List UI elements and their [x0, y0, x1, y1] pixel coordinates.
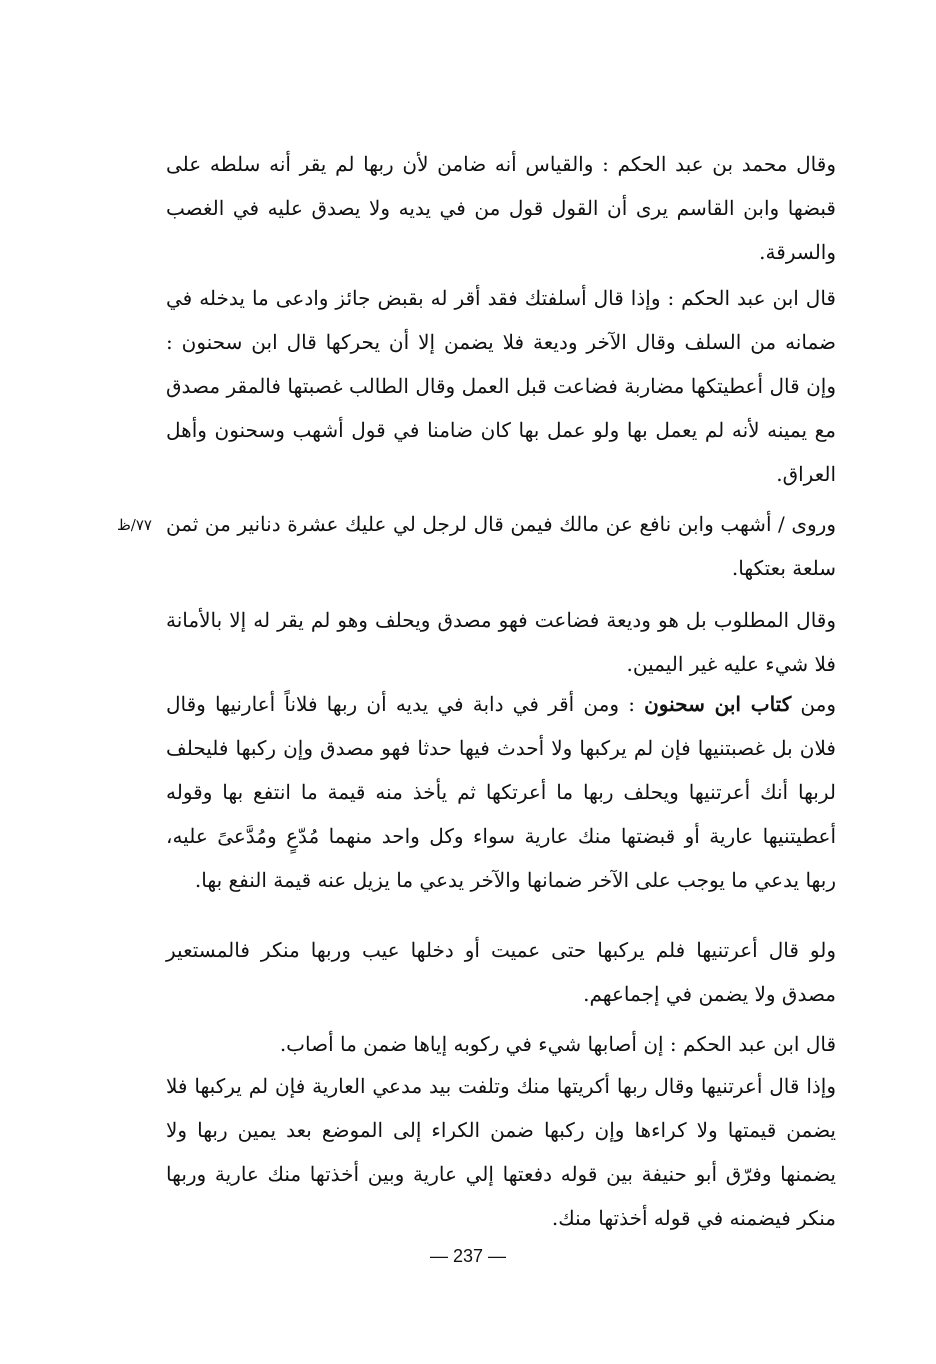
page-number: — 237 —	[429, 1246, 507, 1266]
paragraph-text: قال ابن عبد الحكم : وإذا قال أسلفتك فقد أقر له بقبض جائز وادعى ما يدخله في ضمانه من السلف وقال الآخر وديعة فلا يضمن إلا أن يحركها قال ابن سحنون : وإن قال أعطيتكها مضاربة فضاعت قبل العمل وقال الطالب غصبتها فالمقر مصدق مع يمينه لأنه لم يعمل بها ولو عمل بها كان ضامنا في قول أشهب وسحنون وأهل العراق.	[166, 286, 836, 486]
paragraph-1	[166, 142, 836, 274]
paragraph-text: وقال المطلوب بل هو وديعة فضاعت فهو مصدق ويحلف وهو لم يقر له إلا بالأمانة فلا شيء عليه غير اليمين.	[166, 608, 836, 676]
paragraph-4	[166, 598, 836, 686]
margin-folio-note: ٧٧/ظ	[116, 516, 152, 534]
paragraph-rest: : ومن أقر في دابة في يديه أن ربها فلاناً أعارنيها وقال فلان بل غصبتنيها فإن لم يركبها ولا أحدث فيها حدثا فهو مصدق وإن ركبها فليحلف لربها أنك أعرتنيها ويحلف ربها ما أعرتكها ثم يأخذ منه قيمة ما انتفع بها وقوله أعطيتنيها عارية أو قبضتها منك عارية سواء وكل واحد منهما مُدّعٍ ومُدَّعىً عليه، ربها يدعي ما يوجب على الآخر ضمانها والآخر يدعي ما يزيل عنه قيمة النفع بها.	[166, 692, 836, 892]
paragraph-8	[166, 1064, 836, 1240]
paragraph-text: ولو قال أعرتنيها فلم يركبها حتى عميت أو دخلها عيب وربها منكر فالمستعير مصدق ولا يضمن في إجماعهم.	[166, 938, 836, 1006]
paragraph-lead: ومن	[791, 692, 837, 716]
paragraph-6	[166, 928, 836, 1016]
paragraph-5	[166, 682, 836, 902]
paragraph-7	[166, 1022, 836, 1066]
book-title: كتاب ابن سحنون	[644, 692, 792, 716]
paragraph-text: وقال محمد بن عبد الحكم : والقياس أنه ضامن لأن ربها لم يقر أنه سلطه على قبضها وابن القاسم يرى أن القول قول من في يديه ولا يصدق عليه في الغصب والسرقة.	[166, 152, 836, 264]
paragraph-text: وإذا قال أعرتنيها وقال ربها أكريتها منك وتلفت بيد مدعي العارية فإن لم يركبها فلا يضمن قيمتها ولا كراءها وإن ركبها ضمن الكراء إلى الموضع بعد يمين ربها ولا يضمنها وفرّق أبو حنيفة بين قوله دفعتها إلي عارية وبين أخذتها منك عارية وربها منكر فيضمنه في قوله أخذتها منك.	[166, 1074, 836, 1230]
paragraph-text	[166, 682, 836, 902]
paragraph-3	[166, 502, 836, 590]
paragraph-text: قال ابن عبد الحكم : إن أصابها شيء في ركوبه إياها ضمن ما أصاب.	[279, 1032, 836, 1056]
paragraph-text: وروى / أشهب وابن نافع عن مالك فيمن قال لرجل لي عليك عشرة دنانير من ثمن سلعة بعتكها.	[166, 512, 836, 580]
paragraph-2	[166, 276, 836, 496]
